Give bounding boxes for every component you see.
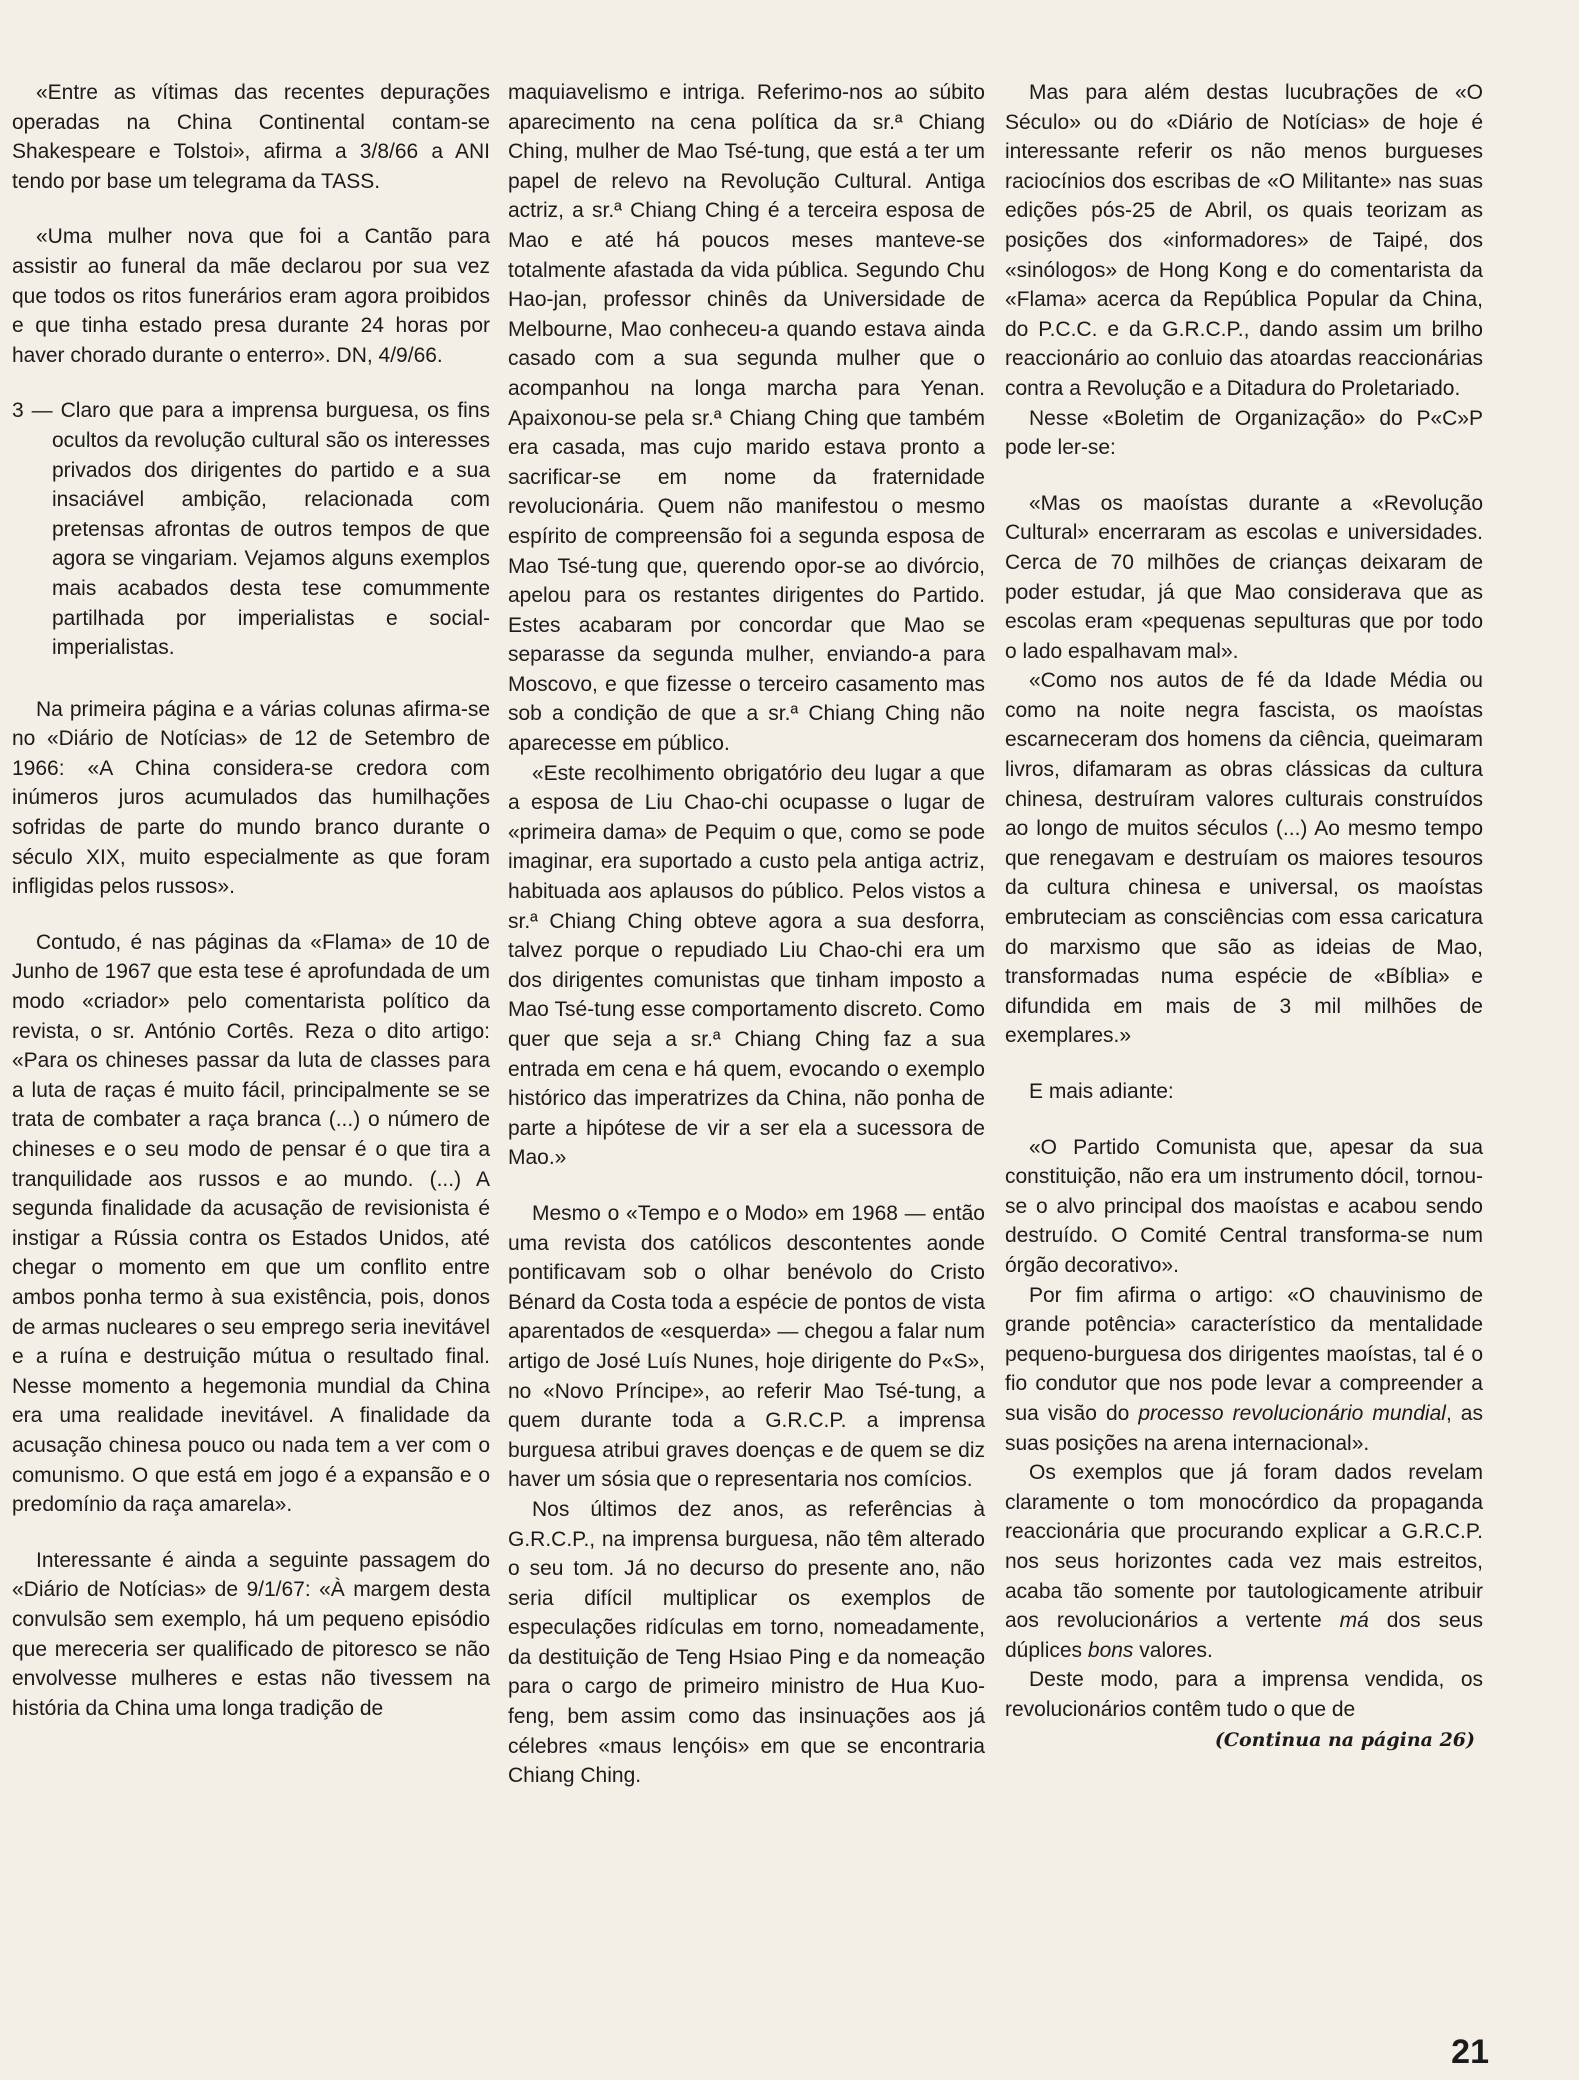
paragraph: Interessante é ainda a seguinte passagem do «Diário de Notícias» de 9/1/67: «À margem desta convulsão sem exemplo, há um pequeno episódio que mereceria ser qualificado de pitoresco se não envolvesse mulheres e estas não tivessem na história da China uma longa tradição de <box>12 1548 490 1720</box>
text-column-3 <box>1005 78 1483 1756</box>
paragraph: Contudo, é nas páginas da «Flama» de 10 de Junho de 1967 que esta tese é aprofundada de um modo «criador» pelo comentarista político da revista, o sr. António Cortês. Reza o dito artigo: «Para os chineses passar da luta de classes para a luta de raças é muito fácil, principalmente se se trata de combater a raça branca (...) o número de chineses e o seu modo de pensar é o que tira a tranquilidade aos russos e ao mundo. (...) A segunda finalidade da acusação de revisionista é instigar a Rússia contra os Estados Unidos, até chegar o momento em que um conflito entre ambos ponha termo à sua existência, pois, donos de armas nucleares o seu emprego seria inevitável e a ruína e destruição mútua o resultado final. Nesse momento a hegemonia mundial da China era uma realidade inevitável. A finalidade da acusação chinesa pouco ou nada tem a ver com o comunismo. O que está em jogo é a expansão e o predomínio da raça amarela». <box>12 930 490 1517</box>
paragraph: Nos últimos dez anos, as referências à G.R.C.P., na imprensa burguesa, não têm alterado o seu tom. Já no decurso do presente ano, não seria difícil multiplicar os exemplos de especulações ridículas em torno, nomeadamente, da destituição de Teng Hsiao Ping e da nomeação para o cargo de primeiro ministro de Hua Kuo-feng, bem assim como das insinuações aos já célebres «maus lençóis» em que se encontraria Chiang Ching. <box>508 1497 985 1788</box>
text-run: Os exemplos que já foram dados revelam claramente o tom monocórdico da propaganda reaccionária que procurando explicar a G.R.C.P. nos seus horizontes cada vez mais estreitos, acaba tão somente por tautologicamente atribuir aos revolucionários a vertente <box>1005 1461 1483 1633</box>
text-run: dos seus dúplices <box>1005 1609 1483 1662</box>
paragraph: Mas para além destas lucubrações de «O Século» ou do «Diário de Notícias» de hoje é interessante referir os não menos burgueses raciocínios dos escribas de «O Militante» nas suas edições pós-25 de Abril, os quais teorizam as posições dos «informadores» de Taipé, dos «sinólogos» de Hong Kong e do comentarista da «Flama» acerca da República Popular da China, do P.C.C. e da G.R.C.P., dando assim um brilho reaccionário ao conluio das atoardas reaccionárias contra a Revolução e a Ditadura do Proletariado. <box>1005 81 1483 400</box>
text-run: Por fim afirma o artigo: «O chauvinismo de grande potência» característico da mentalidade pequeno-burguesa dos dirigentes maoístas, tal é o fio condutor que nos pode levar a compreender a sua visão do <box>1005 1283 1483 1425</box>
paragraph: Deste modo, para a imprensa vendida, os revolucionários contêm tudo o que de <box>1005 1668 1483 1721</box>
paragraph <box>1005 1281 1483 1459</box>
emphasis: bons <box>1087 1638 1134 1662</box>
text-column-2 <box>508 78 985 1791</box>
quote-paragraph: «Mas os maoístas durante a «Revolução Cultural» encerraram as escolas e universidades. Cerca de 70 milhões de crianças deixaram de poder estudar, já que Mao considerava que as escolas eram «pequenas sepulturas que por todo o lado espalhavam mal». <box>1005 491 1483 663</box>
quote-paragraph: «Como nos autos de fé da Idade Média ou como na noite negra fascista, os maoístas escarneceram dos homens da ciência, queimaram livros, difamaram as obras clássicas da cultura chinesa, destruíram valores culturais construídos ao longo de muitos séculos (...) Ao mesmo tempo que renegavam e destruíam os maiores tesouros da cultura chinesa e universal, os maoístas embruteciam as consciências com essa caricatura do marxismo que são as ideias de Mao, transformadas numa espécie de «Bíblia» e difundida em mais de 3 mil milhões de exemplares.» <box>1005 669 1483 1048</box>
text-run: , as suas posições na arena internacional». <box>1005 1401 1483 1455</box>
paragraph: Nesse «Boletim de Organização» do P«C»P pode ler-se: <box>1005 406 1483 460</box>
paragraph <box>1005 1458 1483 1665</box>
paragraph: 3 — Claro que para a imprensa burguesa, os fins ocultos da revolução cultural são os interesses privados dos dirigentes do partido e a sua insaciável ambição, relacionada com pretensas afrontas de outros tempos de que agora se vingariam. Vejamos alguns exemplos mais acabados desta tese comummente partilhada por imperialistas e social-imperialistas. <box>12 399 490 660</box>
paragraph: Na primeira página e a várias colunas afirma-se no «Diário de Notícias» de 12 de Setembro de 1966: «A China considera-se credora com inúmeros juros acumulados das humilhações sofridas de parte do mundo branco durante o século XIX, muito especialmente as que foram infligidas pelos russos». <box>12 697 490 899</box>
paragraph: «Entre as vítimas das recentes depurações operadas na China Continental contam-se Shakespeare e Tolstoi», afirma a 3/8/66 a ANI tendo por base um telegrama da TASS. <box>12 81 490 193</box>
paragraph: «Este recolhimento obrigatório deu lugar a que a esposa de Liu Chao-chi ocupasse o lugar de «primeira dama» de Pequim o que, como se pode imaginar, era suportado a custo pela antiga actriz, habituada aos aplausos do público. Pelos vistos a sr.ª Chiang Ching obteve agora a sua desforra, talvez porque o repudiado Liu Chao-chi era um dos dirigentes comunistas que tinham imposto a Mao Tsé-tung esse comportamento discreto. Como quer que seja a sr.ª Chiang Ching faz a sua entrada em cena e há quem, evocando o exemplo histórico das imperatrizes da China, não ponha de parte a hipótese de vir a ser ela a sucessora de Mao.» <box>508 761 985 1170</box>
paragraph: E mais adiante: <box>1029 1080 1174 1103</box>
emphasis: processo revolucionário mundial <box>1138 1401 1446 1425</box>
text-column-1 <box>12 78 490 1723</box>
paragraph: «Uma mulher nova que foi a Cantão para assistir ao funeral da mãe declarou por sua vez que todos os ritos funerários eram agora proibidos e que tinha estado presa durante 24 horas por haver chorado durante o enterro». DN, 4/9/66. <box>12 225 490 367</box>
text-run: valores. <box>1133 1638 1213 1662</box>
quote-paragraph: «O Partido Comunista que, apesar da sua constituição, não era um instrumento dócil, tornou-se o alvo principal dos maoístas e acabou sendo destruído. O Comité Central transforma-se num órgão decorativo». <box>1005 1135 1483 1277</box>
paragraph: Mesmo o «Tempo e o Modo» em 1968 — então uma revista dos católicos descontentes aonde pontificavam sob o olhar benévolo do Cristo Bénard da Costa toda a espécie de pontos de vista aparentados de «esquerda» — chegou a falar num artigo de José Luís Nunes, hoje dirigente do P«S», no «Novo Príncipe», ao referir Mao Tsé-tung, a quem durante toda a G.R.C.P. a imprensa burguesa atribui graves doenças e de quem se diz haver um sósia que o representaria nos comícios. <box>508 1201 985 1492</box>
continued-note: (Continua na página 26) <box>1214 1729 1475 1752</box>
paragraph: maquiavelismo e intriga. Referimo-nos ao súbito aparecimento na cena política da sr.ª Chiang Ching, mulher de Mao Tsé-tung, que está a ter um papel de relevo na Revolução Cultural. Antiga actriz, a sr.ª Chiang Ching é a terceira esposa de Mao e até há poucos meses manteve-se totalmente afastada da vida pública. Segundo Chu Hao-jan, professor chinês da Universidade de Melbourne, Mao conheceu-a quando estava ainda casado com a sua segunda mulher que o acompanhou na longa marcha para Yenan. Apaixonou-se pela sr.ª Chiang Ching que também era casada, mas cujo marido estava pronto a sacrificar-se em nome da fraternidade revolucionária. Quem não manifestou o mesmo espírito de compreensão foi a segunda esposa de Mao Tsé-tung que, querendo opor-se ao divórcio, apelou para os restantes dirigentes do Partido. Estes acabaram por concordar que Mao se separasse da segunda mulher, enviando-a para Moscovo, e que fizesse o terceiro casamento mas sob a condição de que a sr.ª Chiang Ching não aparecesse em público. <box>508 81 985 756</box>
emphasis: má <box>1339 1609 1369 1633</box>
page-number: 21 <box>1451 2033 1489 2071</box>
